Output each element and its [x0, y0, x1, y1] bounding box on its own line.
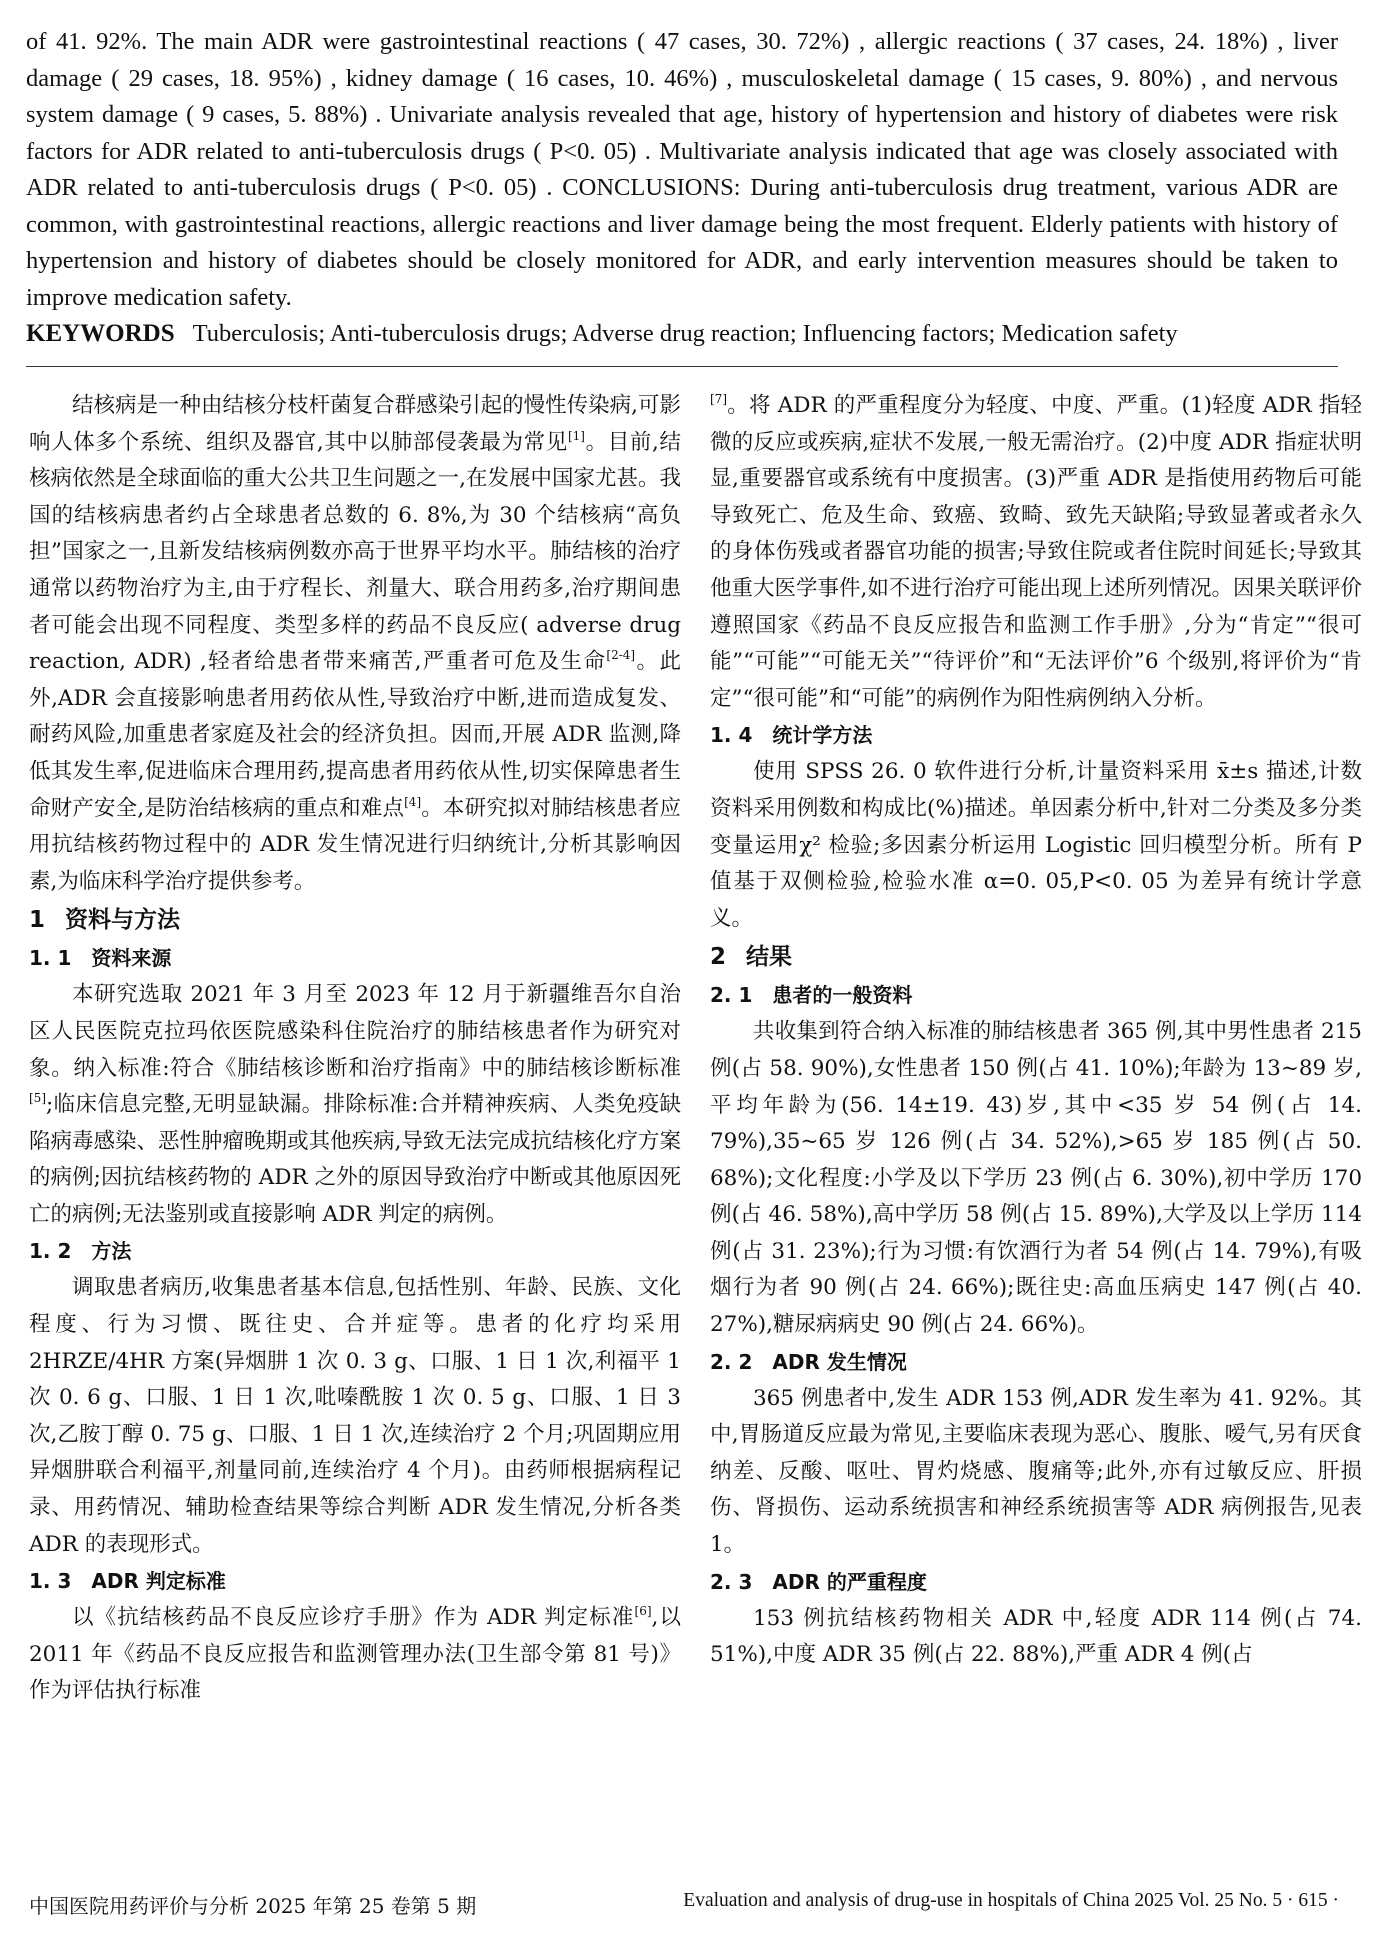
subsection-heading-method [29, 1233, 681, 1270]
section-title: 资料与方法 [65, 907, 181, 934]
subsection-number: 1. 4 [710, 723, 753, 748]
intro-paragraph [29, 388, 681, 900]
subsection-number: 1. 3 [29, 1569, 72, 1594]
citation: [5] [29, 1091, 46, 1106]
keywords-text: Tuberculosis; Anti-tuberculosis drugs; Adverse drug reaction; Influencing factors; Medication safety [192, 320, 1178, 347]
abstract-divider [26, 366, 1338, 367]
statistics-paragraph: 使用 SPSS 26. 0 软件进行分析,计量资料采用 x̄±s 描述,计数资料采用例数和构成比(%)描述。单因素分析中,针对二分类及多分类变量运用χ² 检验;多因素分析运用 Logistic 回归模型分析。所有 P 值基于双侧检验,检验水准 α=0. 05,P<0. 05 为差异有统计学意义。 [710, 759, 1362, 931]
intro-text-2: 。目前,结核病依然是全球面临的重大公共卫生问题之一,在发展中国家尤甚。我国的结核病患者约占全球患者总数的 6. 8%,为 30 个结核病“高负担”国家之一,且新发结核病例数亦高于世界平均水平。肺结核的治疗通常以药物治疗为主,由于疗程长、剂量大、联合用药多,治疗期间患者可能会出现不同程度、类型多样的药品不良反应( adverse drug reaction, ADR) ,轻者给患者带来痛苦,严重者可危及生命 [29, 429, 681, 675]
keywords-label: KEYWORDS [26, 320, 175, 347]
section-heading-methods [29, 900, 681, 940]
data-source-paragraph [29, 977, 681, 1233]
subsection-title: 统计学方法 [772, 723, 873, 748]
subsection-number: 1. 1 [29, 946, 72, 971]
subsection-title: ADR 的严重程度 [772, 1569, 927, 1594]
subsection-number: 2. 1 [710, 983, 753, 1008]
citation: [4] [404, 794, 422, 809]
body-text: 本研究选取 2021 年 3 月至 2023 年 12 月于新疆维吾尔自治区人民医院克拉玛依医院感染科住院治疗的肺结核患者作为研究对象。纳入标准:符合《肺结核诊断和治疗指南》中的肺结核诊断标准 [29, 982, 681, 1081]
subsection-title: 资料来源 [91, 946, 172, 971]
subsection-title: ADR 发生情况 [772, 1349, 907, 1374]
section-number: 1 [29, 907, 46, 934]
section-title: 结果 [746, 944, 793, 971]
citation: [1] [567, 428, 585, 443]
keywords-line [26, 316, 1338, 353]
subsection-heading-adr-severity [710, 1564, 1362, 1601]
adr-criteria-paragraph-start [29, 1600, 681, 1710]
method-paragraph: 调取患者病历,收集患者基本信息,包括性别、年龄、民族、文化程度、行为习惯、既往史、合并症等。患者的化疗均采用 2HRZE/4HR 方案(异烟肼 1 次 0. 3 g、口服、1 日 1 次,利福平 1 次 0. 6 g、口服、1 日 1 次,吡嗪酰胺 1 次 0. 5 g、口服、1 日 3 次,乙胺丁醇 0. 75 g、口服、1 日 1 次,连续治疗 2 个月;巩固期应用异烟肼联合利福平,剂量同前,连续治疗 4 个月)。由药师根据病程记录、用药情况、辅助检查结果等综合判断 ADR 发生情况,分析各类 ADR 的表现形式。 [29, 1275, 681, 1557]
journal-footer-chinese: 中国医院用药评价与分析 2025 年第 25 卷第 5 期 [29, 1894, 477, 1918]
section-number: 2 [710, 944, 727, 971]
subsection-heading-general-info [710, 977, 1362, 1014]
adr-severity-paragraph: 153 例抗结核药物相关 ADR 中,轻度 ADR 114 例(占 74. 51%),中度 ADR 35 例(占 22. 88%),严重 ADR 4 例(占 [710, 1605, 1362, 1668]
subsection-number: 2. 2 [710, 1349, 753, 1374]
abstract-text: of 41. 92%. The main ADR were gastrointestinal reactions ( 47 cases, 30. 72%) , allergic reactions ( 37 cases, 24. 18%) , liver damage ( 29 cases, 18. 95%) , kidney damage ( 16 cases, 10. 46%) , musculoskeletal damage ( 15 cases, 9. 80%) , and nervous system damage ( 9 cases, 5. 88%) . Univariate analysis revealed that age, history of hypertension and history of diabetes were risk factors for ADR related to anti-tuberculosis drugs ( P<0. 05) . Multivariate analysis indicated that age was closely associated with ADR related to anti-tuberculosis drugs ( P<0. 05) . CONCLUSIONS: During anti-tuberculosis drug treatment, various ADR are common, with gastrointestinal reactions, allergic reactions and liver damage being the most frequent. Elderly patients with history of hypertension and history of diabetes should be closely monitored for ADR, and early intervention measures should be taken to improve medication safety. [26, 28, 1338, 311]
subsection-title: 方法 [91, 1239, 132, 1264]
adr-occurrence-paragraph: 365 例患者中,发生 ADR 153 例,ADR 发生率为 41. 92%。其中,胃肠道反应最为常见,主要临床表现为恶心、腹胀、嗳气,另有厌食纳差、反酸、呕吐、胃灼烧感、腹痛等;此外,亦有过敏反应、肝损伤、肾损伤、运动系统损害和神经系统损害等 ADR 病例报告,见表 1。 [710, 1385, 1362, 1558]
subsection-title: ADR 判定标准 [91, 1569, 226, 1594]
body-text: ;临床信息完整,无明显缺漏。排除标准:合并精神疾病、人类免疫缺陷病毒感染、恶性肿瘤晚期或其他疾病,导致无法完成抗结核化疗方案的病例;因抗结核药物的 ADR 之外的原因导致治疗中断或其他原因死亡的病例;无法鉴别或直接影响 ADR 判定的病例。 [29, 1092, 681, 1227]
subsection-heading-adr-occurrence [710, 1344, 1362, 1381]
body-text: 。将 ADR 的严重程度分为轻度、中度、严重。(1)轻度 ADR 指轻微的反应或疾病,症状不发展,一般无需治疗。(2)中度 ADR 指症状明显,重要器官或系统有中度损害。(3)严重 ADR 是指使用药物后可能导致死亡、危及生命、致癌、致畸、致先天缺陷;导致显著或者永久的身体伤残或者器官功能的损害;导致住院或者住院时间延长;导致其他重大医学事件,如不进行治疗可能出现上述所列情况。因果关联评价遵照国家《药品不良反应报告和监测工作手册》,分为“肯定”“很可能”“可能”“可能无关”“待评价”和“无法评价”6 个级别,将评价为“肯定”“很可能”和“可能”的病例作为阳性病例纳入分析。 [710, 393, 1362, 711]
subsection-number: 2. 3 [710, 1569, 753, 1594]
subsection-number: 1. 2 [29, 1239, 72, 1264]
subsection-heading-data-source [29, 940, 681, 977]
english-abstract [26, 24, 1338, 353]
citation: [7] [710, 392, 727, 406]
subsection-title: 患者的一般资料 [772, 983, 913, 1008]
intro-text-4: 。本研究拟对肺结核患者应用抗结核药物过程中的 ADR 发生情况进行归纳统计,分析其影响因素,为临床科学治疗提供参考。 [29, 795, 681, 894]
citation: [2-4] [606, 648, 636, 663]
journal-footer-english: Evaluation and analysis of drug-use in hospitals of China 2025 Vol. 25 No. 5 · 615 · [683, 1890, 1339, 1911]
adr-criteria-paragraph-cont [710, 388, 1362, 717]
subsection-heading-statistics [710, 717, 1362, 754]
general-info-paragraph: 共收集到符合纳入标准的肺结核患者 365 例,其中男性患者 215 例(占 58. 90%),女性患者 150 例(占 41. 10%);年龄为 13~89 岁,平均年龄为(56. 14±19. 43)岁,其中<35 岁 54 例(占 14. 79%),35~65 岁 126 例(占 34. 52%),>65 岁 185 例(占 50. 68%);文化程度:小学及以下学历 23 例(占 6. 30%),初中学历 170 例(占 46. 58%),高中学历 58 例(占 15. 89%),大学及以上学历 114 例(占 31. 23%);行为习惯:有饮酒行为者 54 例(占 14. 79%),有吸烟行为者 90 例(占 24. 66%);既往史:高血压病史 147 例(占 40. 27%),糖尿病病史 90 例(占 24. 66%)。 [710, 1019, 1362, 1338]
intro-text-1: 结核病是一种由结核分枝杆菌复合群感染引起的慢性传染病,可影响人体多个系统、组织及器官,其中以肺部侵袭最为常见 [29, 393, 681, 455]
section-heading-results [710, 937, 1362, 977]
body-text: ,以 2011 年《药品不良反应报告和监测管理办法(卫生部令第 81 号)》作为评估执行标准 [29, 1605, 682, 1704]
subsection-heading-adr-criteria [29, 1563, 681, 1600]
citation: [6] [634, 1604, 652, 1619]
right-column [710, 388, 1362, 1674]
intro-text-3: 。此外,ADR 会直接影响患者用药依从性,导致治疗中断,进而造成复发、耐药风险,加重患者家庭及社会的经济负担。因而,开展 ADR 监测,降低其发生率,促进临床合理用药,提高患者用药依从性,切实保障患者生命财产安全,是防治结核病的重点和难点 [29, 649, 681, 821]
body-text: 以《抗结核药品不良反应诊疗手册》作为 ADR 判定标准 [72, 1605, 635, 1631]
left-column [29, 388, 681, 1710]
